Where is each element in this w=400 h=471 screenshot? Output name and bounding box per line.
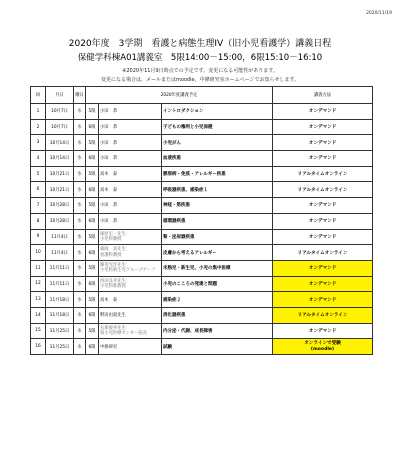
cell-teacher: 小田 恭: [99, 135, 162, 151]
table-row: [31, 229, 373, 245]
cell-day: 水: [74, 104, 86, 120]
table-row: [31, 245, 373, 261]
cell-topic: 血液疾患: [162, 151, 273, 167]
cell-no: 5: [31, 166, 46, 182]
cell-no: 15: [31, 323, 46, 339]
table-row: [31, 213, 373, 229]
cell-period: 6限: [86, 119, 99, 135]
cell-topic: 腎・泌尿器疾患: [162, 229, 273, 245]
table-row: [31, 276, 373, 292]
table-row: [31, 166, 373, 182]
cell-period: 6限: [86, 339, 99, 355]
cell-no: 14: [31, 307, 46, 323]
cell-day: 水: [74, 276, 86, 292]
schedule-table: [30, 86, 373, 355]
cell-day: 水: [74, 339, 86, 355]
cell-method: オンデマンド: [273, 151, 373, 167]
cell-topic: 神経・筋疾患: [162, 198, 273, 214]
cell-teacher: 高木 泰: [99, 166, 162, 182]
cell-method: リアルタイムオンライン: [273, 182, 373, 198]
cell-period: 5限: [86, 104, 99, 120]
cell-date: 10月21日: [46, 166, 74, 182]
cell-no: 8: [31, 213, 46, 229]
cell-date: 11月11日: [46, 260, 74, 276]
table-row: [31, 307, 373, 323]
cell-no: 12: [31, 276, 46, 292]
cell-no: 16: [31, 339, 46, 355]
cell-topic: 試験: [162, 339, 273, 355]
schedule-note-1: ※2020年11月9日時点での予定です。変更になる可能性があります。: [122, 68, 278, 74]
cell-day: 水: [74, 229, 86, 245]
table-row: [31, 104, 373, 120]
cell-day: 水: [74, 166, 86, 182]
cell-no: 6: [31, 182, 46, 198]
cell-method: リアルタイムオンライン: [273, 166, 373, 182]
cell-topic: 呼吸器疾患、感染症１: [162, 182, 273, 198]
header-plan: 2020年度講義予定: [86, 87, 273, 104]
cell-day: 水: [74, 119, 86, 135]
cell-teacher: 小田 恭: [99, 198, 162, 214]
cell-no: 10: [31, 245, 46, 261]
cell-date: 10月21日: [46, 182, 74, 198]
cell-teacher: 丸保俊喜先生： 県小児医療センター院長: [99, 323, 162, 339]
table-row: [31, 135, 373, 151]
cell-teacher: 塚原宏一先生： 小児科教授: [99, 229, 162, 245]
cell-teacher: 野田由貴先生: [99, 307, 162, 323]
cell-method: オンデマンド: [273, 229, 373, 245]
cell-method: リアルタイムオンライン: [273, 245, 373, 261]
cell-method: オンデマンド: [273, 119, 373, 135]
cell-day: 水: [74, 260, 86, 276]
cell-day: 水: [74, 323, 86, 339]
header-day: 曜日: [74, 87, 86, 104]
cell-date: 11月18日: [46, 307, 74, 323]
cell-no: 9: [31, 229, 46, 245]
cell-period: 5限: [86, 292, 99, 308]
cell-date: 10月28日: [46, 213, 74, 229]
cell-topic: 小児のこころの発達と問題: [162, 276, 273, 292]
cell-day: 水: [74, 213, 86, 229]
cell-date: 10月7日: [46, 104, 74, 120]
cell-topic: 感染症２: [162, 292, 273, 308]
header-no: 回: [31, 87, 46, 104]
cell-period: 5限: [86, 260, 99, 276]
cell-day: 水: [74, 245, 86, 261]
cell-topic: 子どもの権利と小児保健: [162, 119, 273, 135]
cell-method: オンデマンド: [273, 292, 373, 308]
cell-period: 6限: [86, 245, 99, 261]
cell-no: 1: [31, 104, 46, 120]
table-row: [31, 339, 373, 355]
cell-date: 11月11日: [46, 276, 74, 292]
cell-method: オンデマンド: [273, 323, 373, 339]
cell-date: 11月25日: [46, 323, 74, 339]
cell-period: 5限: [86, 135, 99, 151]
cell-teacher: 篠嵜光洋先生： 小児科新生児グループチーフ: [99, 260, 162, 276]
cell-no: 11: [31, 260, 46, 276]
cell-day: 水: [74, 135, 86, 151]
table-row: [31, 151, 373, 167]
cell-period: 5限: [86, 323, 99, 339]
cell-topic: 消化器疾患: [162, 307, 273, 323]
cell-teacher: 高木 泰: [99, 292, 162, 308]
cell-method: オンデマンド: [273, 135, 373, 151]
cell-method: オンラインで受験 (moodle): [273, 339, 373, 355]
table-row: [31, 182, 373, 198]
cell-period: 5限: [86, 166, 99, 182]
cell-method: リアルタイムオンライン: [273, 307, 373, 323]
cell-date: 10月7日: [46, 119, 74, 135]
cell-no: 3: [31, 135, 46, 151]
table-row: [31, 323, 373, 339]
cell-no: 2: [31, 119, 46, 135]
cell-topic: 皮膚から考えるアレルギー: [162, 245, 273, 261]
header-date: 月日: [46, 87, 74, 104]
cell-day: 水: [74, 198, 86, 214]
cell-topic: 内分泌・代謝、成長障害: [162, 323, 273, 339]
cell-period: 5限: [86, 229, 99, 245]
cell-no: 7: [31, 198, 46, 214]
cell-date: 11月18日: [46, 292, 74, 308]
table-row: [31, 198, 373, 214]
cell-no: 4: [31, 151, 46, 167]
cell-date: 11月4日: [46, 229, 74, 245]
cell-teacher: 小田 恭: [99, 213, 162, 229]
cell-teacher: 森岡 真先生： 看護科教授: [99, 245, 162, 261]
cell-method: オンデマンド: [273, 198, 373, 214]
cell-date: 10月14日: [46, 135, 74, 151]
cell-teacher: 高木 泰: [99, 182, 162, 198]
cell-teacher: 小田 恭: [99, 104, 162, 120]
cell-date: 10月28日: [46, 198, 74, 214]
cell-date: 11月4日: [46, 245, 74, 261]
cell-teacher: 西田良幸先生： 小児科准教授: [99, 276, 162, 292]
cell-topic: 小児がん: [162, 135, 273, 151]
cell-period: 6限: [86, 182, 99, 198]
table-row: [31, 119, 373, 135]
table-row: [31, 292, 373, 308]
cell-method: オンデマンド: [273, 213, 373, 229]
header-method: 講義方法: [273, 87, 373, 104]
cell-teacher: 小田 恭: [99, 119, 162, 135]
page-title: 2020年度 3学期 看護と病態生理IV（旧小児看護学）講義日程: [68, 39, 332, 49]
cell-topic: イントロダクション: [162, 104, 273, 120]
page-subtitle: 保健学科棟A01講義室 5限14:00－15:00，6限15:10－16:10: [77, 53, 323, 63]
cell-topic: 膠原病・免疫・アレルギー疾患: [162, 166, 273, 182]
table-row: [31, 260, 373, 276]
cell-day: 水: [74, 182, 86, 198]
cell-period: 6限: [86, 213, 99, 229]
cell-date: 10月14日: [46, 151, 74, 167]
schedule-note-2: 変更になる場合は，メールまたはmoodle，中條研究室ホームページでお知らせします。: [101, 77, 299, 83]
cell-day: 水: [74, 292, 86, 308]
cell-period: 6限: [86, 151, 99, 167]
cell-teacher: 小田 恭: [99, 151, 162, 167]
cell-topic: 循環器疾患: [162, 213, 273, 229]
cell-period: 5限: [86, 198, 99, 214]
document-date: 2020/11/19: [366, 11, 392, 16]
cell-day: 水: [74, 307, 86, 323]
cell-method: オンデマンド: [273, 276, 373, 292]
cell-teacher: 中條研究: [99, 339, 162, 355]
cell-period: 6限: [86, 307, 99, 323]
table-header-row: [31, 87, 373, 104]
cell-no: 13: [31, 292, 46, 308]
cell-period: 6限: [86, 276, 99, 292]
cell-day: 水: [74, 151, 86, 167]
cell-method: オンデマンド: [273, 260, 373, 276]
cell-date: 11月25日: [46, 339, 74, 355]
cell-method: オンデマンド: [273, 104, 373, 120]
cell-topic: 未熟児・新生児、小児の集中医療: [162, 260, 273, 276]
